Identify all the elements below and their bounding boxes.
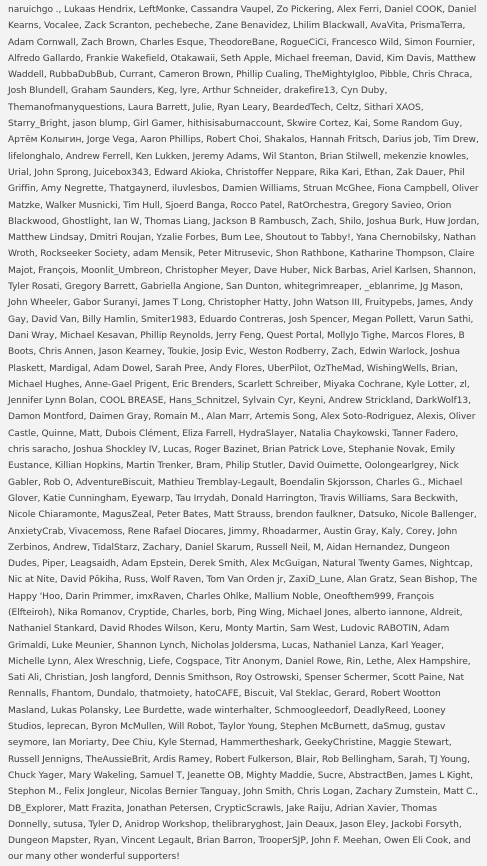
supporters-text: naruichgo ., Lukaas Hendrix, LeftMonke, Cassandra Vaupel, Zo Pickering, Alex Ferri, Daniel COOK, Daniel Kearns, Vocalee, Zack Scranton, pechebeche, Zane Benavidez, Lhilim Blackwall, AvaVita, PrismaTerra, Adam Cornwall, Zach Brown, Charles Esque, TheodoreBane, RogueCiCi, Francesco Wild, Simon Fournier, Alfredo Gallardo, Frankie Wakefield, Otakawaii, Seth Apple, Michael freeman, David, Kim Davis, Matthew Waddell, RubbaDubBub, Currant, Cameron Brown, Phillip Cualing, TheMightyIgloo, Pibble, Chris Chraca, Josh Blundell, Graham Saunders, Keg, lyre, Arthur Schneider, drakefire13, Cyn Duby, Themanofmanyquestions, Laura Barrett, Julie, Ryan Leary, BeardedTech, Celtz, Sithari XAOS, Starry_Bright, jason blump, Girl Gamer, hithisisaburnaccount, Skwire Cortez, Kai, Some Random Guy, Артём Колыгин, Jorge Vega, Aaron Phillips, Robert Choi, Shakalos, Hannah Fritsch, Darius job, Tim Drew, lifelonghalo, Andrew Ferrell, Ken Lukken, Jeremy Adams, Wil Stanton, Brian Stilwell, mekenzie knowles, Urial, John Sprong, Juicebox343, Edward Akioka, Christoffer Neppare, Rika Kari, Ethan, Zak Dauer, Phil Griffin, Amy Negrette, Thatgaynerd, iluvlesbos, Damien Williams, Struan McGhee, Fiona Campbell, Oliver Matzke, Walker Musnicki, Tim Hull, Sjoerd Banga, Rocco Patel, RatOrchestra, Gregory Savieo, Orion Blackwood, Ghostlight, Ian W, Thomas Liang, Jackson B Rambusch, Zach, Shilo, Joshua Burk, Huw Jordan, Matthew Lindsay, Dmitri Roujan, Yzalie Forbes, Bum Lee, Shoutout to Tabby!, Yana Chernobilsky, Nathan Wroth, Rockseeker Society, adam Mensik, Peter Mitrusevic, Shon Rathbone, Katharine Thompson, Claire Majot, François, Moonlit_Umbreon, Christopher Meyer, Dave Huber, Nick Barbas, Ariel Karlsen, Shannon, Tyler Rosati, Gregory Barrett, Gabriella Angione, San Dunton, whitegrimreaper, _eblanrime, Jg Mason, John Wheeler, Gabor Suranyi, James T Long, Christopher Hatty, John Watson III, Fruitypebs, James, Andy Gay, David Van, Billy Hamlin, Smiter1983, Eduardo Contreras, Josh Spencer, Megan Pollett, Varun Sathi, Dani Wray, Michael Kesavan, Phillip Reynolds, Jerry Feng, Quest Portal, MollyJo Tighe, Marcos Flores, B Boots, Chris Annen, Jason Kearney, Toukie, Josip Evic, Weston Rodberry, Zach, Edwin Warlock, Joshua Plaskett, Mardigal, Adam Dowel, Sarah Pree, Andy Flores, UberPilot, OzTheMad, WishingWells, Brian, Michael Hughes, Anne-Gael Prigent, Eric Brenders, Scarlett Schreiber, Miyaka Cochrane, Kyle Lotter, zl, Jennifer Lynn Bolan, COOL BREASE, Hans_Schnitzel, Sylvain Cyr, Keyni, Andrew Strickland, DarkWolf13, Damon Montford, Daimen Gray, Romain M., Alan Marr, Artemis Song, Alex Soto-Rodriguez, Alexis, Oliver Castle, Quinne, Matt, Dubois Clément, Eliza Farrell, HydraSlayer, Natalia Chaykowski, Tanner Fadero, chris saracho, Joshua Shockley IV, Lucas, Roger Bazinet, Brian Patrick Love, Stephanie Novak, Emily Eustance, Killian Hopkins, Martin Trenker, Bram, Philip Stutler, David Ouimette, Oolongearlgrey, Nick Gabler, Rob O, AdventureBiscuit, Mathieu Tremblay-Legault, Boendalin Skjorsson, Charles G., Michael Glover, Katie Cunningham, Eyewarp, Tau Irrydah, Donald Harrington, Travis Williams, Sara Beckwith, Nicole Chiaramonte, MagusZeal, Peter Bates, Matt Strauss, brendon faulkner, Datsuko, Nicole Ballenger, AnxietyCrab, Vivacemoss, Rene Rafael Diocares, Jimmy, Rhoadarmer, Austin Gray, Kaly, Corey, John Zerbinos, Andrew, TidalStarz, Zachary, Daniel Skarum, Russell Neil, M, Aidan Hernandez, Dungeon Dudes, Piper, Leagsaidh, Adam Epstein, Derek Smith, Alex McGuigan, Natural Twenty Games, Nightcap, Nic at Nite, David Pōkiha, Russ, Wolf Raven, Tom Van Orden jr, ZaxiD_Lune, Alan Gratz, Sean Bishop, The Happy 'Hoo, Darin Primmer, imxRaven, Charles Ohlke, Mallium Noble, Oneofthem999, François (Elfteiroh), Nika Romanov, Cryptide, Charles, borb, Ping Wing, Michael Jones, alberto iannone, Aldreit, Nathaniel Stankard, David Rhodes Wilson, Keru, Monty Martin, Sam West, Ludovic RABOTIN, Adam Grimaldi, Luke Meunier, Shannon Lynch, Nicholas Joldersma, Lucas, Nathaniel Lanza, Karl Yeager, Michelle Lynn, Alex Wreschnig, Liefe, Cogspace, Titr Anonym, Daniel Rowe, Rin, Lethe, Alex Hampshire, Sati Ali, Christian, Josh langford, Dennis Smithson, Roy Ostrowski, Spenser Schermer, Scott Paine, Nat Rennalls, Fhantom, Dundalo, thatmoiety, hatoCAFE, Biscuit, Val Steklac, Gerard, Robert Wootton Masland, Lukas Polansky, Lee Burdette, wade winterhalter, Schmoogleedorf, DeadlyReed, Looney Studios, leprecan, Byron McMullen, Will Robot, Taylor Young, Stephen McBurnett, daSmug, gustav seymore, Ian Moriarty, Dee Chiu, Kyle Sternad, Hammertheshark, GeekyChristine, Maggie Stewart, Russell Jennigns, TheAussieBrit, Ardis Ramey, Robert Fulkerson, Blair, Rob Bellingham, Sarah, TJ Young, Chuck Yager, Mary Wakeling, Samuel T, Jeanette OB, Mighty Maddie, Sucre, AbstractBen, James L Kight, Stephon M., Felix Jongleur, Nicolas Bernier Tanguay, John Smith, Chris Logan, Zachary Zumstein, Matt C., DB_Explorer, Matt Frazita, Jonathan Petersen, CrypticScrawls, Jake Raiju, Adrian Xavier, Thomas Donnelly, sutusa, Tyler D, Anidrop Workshop, thelibraryghost, Jain Deaux, Jason Eley, Jackobi Forsyth, Dungeon Mapster, Ryan, Vincent Legault, Brian Barron, TrooperSJP, John F. Meehan, Owen Eli Cook, and our many other wonderful supporters! xyxy=(8,5,480,863)
